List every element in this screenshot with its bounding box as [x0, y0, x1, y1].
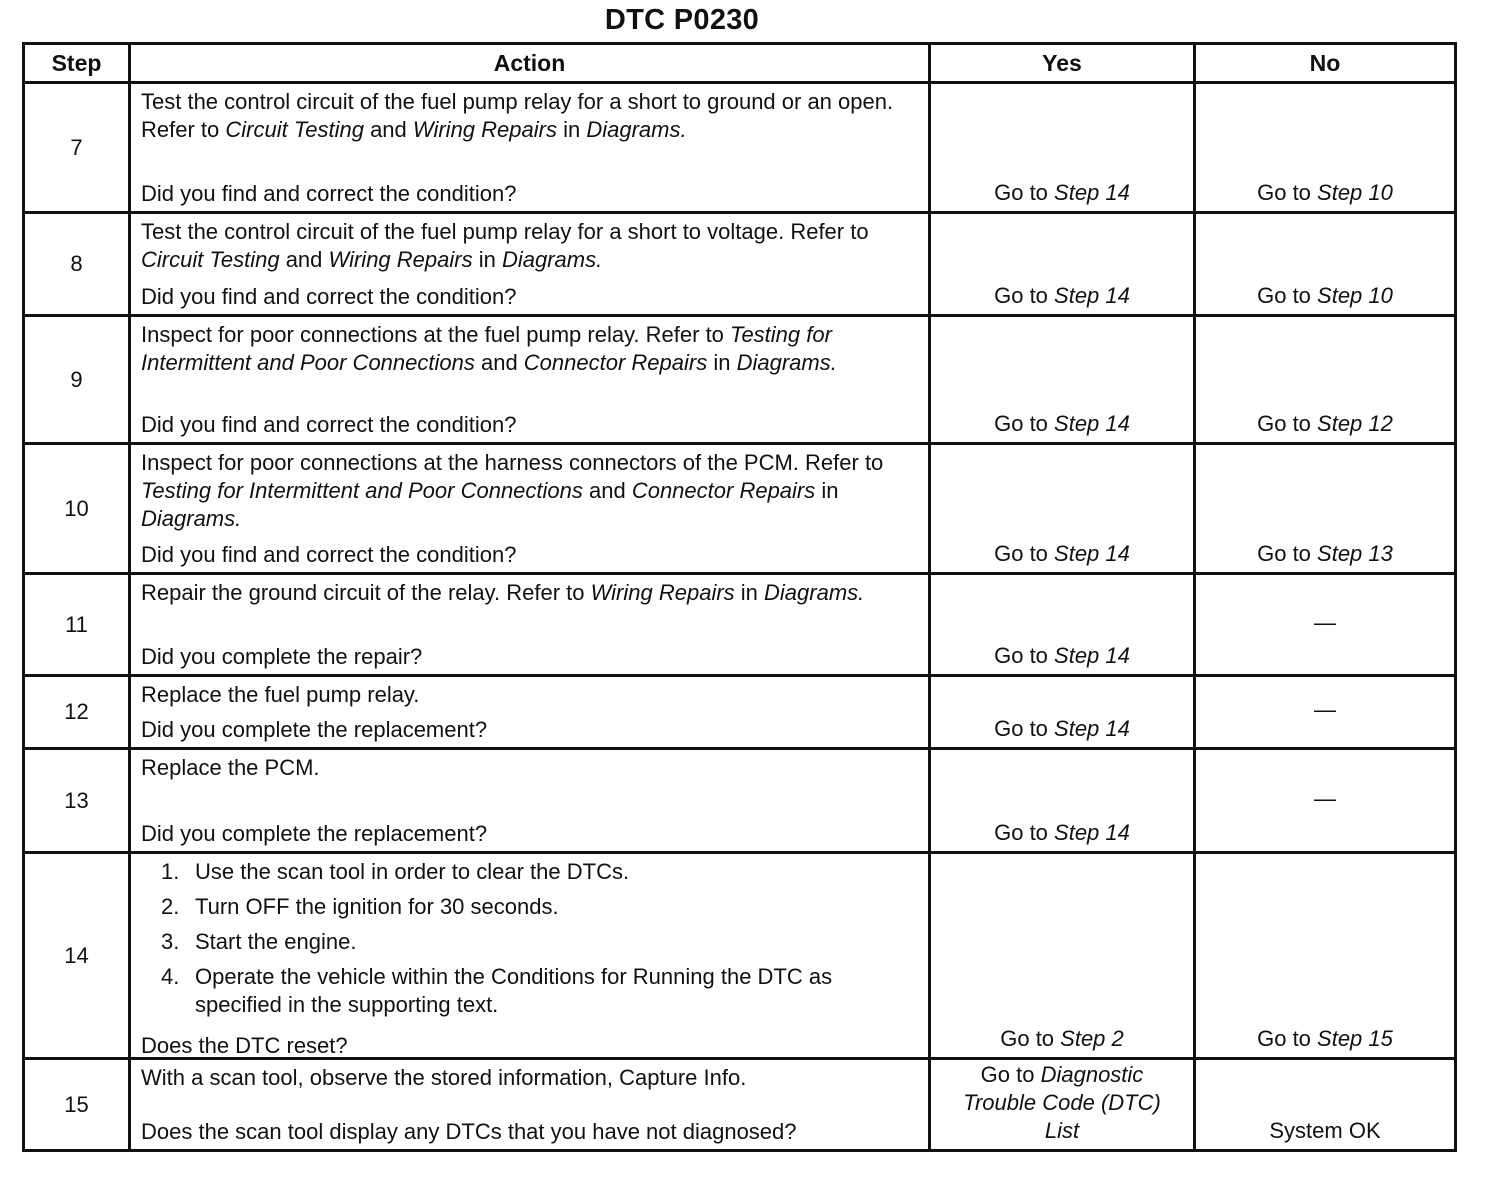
step-number: 8 — [24, 213, 130, 316]
header-action: Action — [130, 44, 930, 83]
action-question: Did you find and correct the condition? — [141, 181, 517, 206]
action-text — [141, 218, 918, 274]
text-run: Go to — [1257, 180, 1318, 205]
action-question: Did you complete the replacement? — [141, 821, 488, 846]
substep-item — [161, 858, 918, 886]
table-body — [24, 83, 1456, 1151]
reference-text: Step 14 — [1054, 180, 1130, 205]
substep-number: 1. — [161, 859, 180, 884]
no-result — [1195, 853, 1456, 1059]
text-run: — — [1314, 609, 1336, 635]
text-run: Go to — [994, 820, 1055, 845]
text-run: Go to — [994, 411, 1055, 436]
step-number: 10 — [24, 444, 130, 574]
yes-result — [930, 316, 1195, 444]
action-text — [141, 579, 918, 607]
yes-result — [930, 1059, 1195, 1151]
action-cell — [130, 853, 930, 1059]
step-number: 9 — [24, 316, 130, 444]
text-run: Repair the ground circuit of the relay. Refer to — [141, 580, 591, 605]
reference-text: Step 15 — [1317, 1026, 1393, 1051]
reference-text: Step 14 — [1054, 541, 1130, 566]
substep-number: 2. — [161, 894, 180, 919]
text-run: — — [1314, 697, 1336, 722]
table-row — [24, 749, 1456, 853]
action-cell — [130, 676, 930, 749]
action-question: Did you complete the replacement? — [141, 717, 488, 742]
substep-number: 3. — [161, 929, 180, 954]
no-result — [1195, 213, 1456, 316]
step-number: 12 — [24, 676, 130, 749]
step-number: 7 — [24, 83, 130, 213]
table-row — [24, 83, 1456, 213]
diagnostic-table — [22, 42, 1457, 1152]
text-run: and — [582, 478, 632, 503]
reference-text: Circuit Testing — [225, 117, 364, 142]
text-run: With a scan tool, observe the stored information, Capture Info. — [141, 1065, 747, 1090]
reference-text: Circuit Testing — [141, 247, 280, 272]
action-question: Did you find and correct the condition? — [141, 412, 517, 437]
no-result — [1195, 574, 1456, 676]
text-run: in — [707, 350, 737, 375]
text-run: Go to — [994, 541, 1055, 566]
text-run: Go to — [1257, 411, 1318, 436]
reference-text: Step 12 — [1317, 411, 1393, 436]
action-cell — [130, 574, 930, 676]
text-run: Go to — [994, 643, 1055, 668]
reference-text: Testing for Intermittent and Poor Connections — [141, 478, 583, 503]
text-run: Replace the PCM. — [141, 755, 320, 780]
step-number: 11 — [24, 574, 130, 676]
yes-result — [930, 444, 1195, 574]
reference-text: Step 10 — [1317, 180, 1393, 205]
text-run: and — [474, 350, 524, 375]
text-run: System OK — [1269, 1118, 1381, 1143]
no-result — [1195, 676, 1456, 749]
text-run: — — [1314, 785, 1336, 811]
reference-text: Diagnostic Trouble Code (DTC) List — [963, 1062, 1161, 1143]
text-run: in — [472, 247, 502, 272]
action-cell — [130, 444, 930, 574]
text-run: and — [279, 247, 329, 272]
reference-text: Step 10 — [1317, 283, 1393, 308]
reference-text: Diagrams. — [501, 247, 603, 272]
yes-result — [930, 853, 1195, 1059]
reference-text: Wiring Repairs — [412, 117, 557, 142]
header-step: Step — [24, 44, 130, 83]
table-header-row — [24, 44, 1456, 83]
text-run: Replace the fuel pump relay. — [141, 682, 420, 707]
reference-text: Wiring Repairs — [328, 247, 473, 272]
action-text — [141, 1064, 918, 1092]
action-cell — [130, 1059, 930, 1151]
substep-text: Turn OFF the ignition for 30 seconds. — [195, 894, 559, 919]
table-row — [24, 1059, 1456, 1151]
text-run: in — [556, 117, 587, 142]
reference-text: Step 14 — [1054, 716, 1130, 741]
action-cell — [130, 749, 930, 853]
no-result — [1195, 444, 1456, 574]
text-run: in — [734, 580, 765, 605]
step-number: 15 — [24, 1059, 130, 1151]
action-text — [141, 681, 918, 709]
reference-text: Diagrams. — [736, 350, 837, 375]
reference-text: Wiring Repairs — [590, 580, 735, 605]
text-run: Go to — [1257, 283, 1318, 308]
step-number: 13 — [24, 749, 130, 853]
yes-result — [930, 676, 1195, 749]
text-run: Go to — [1000, 1026, 1061, 1051]
header-yes: Yes — [930, 44, 1195, 83]
reference-text: Step 14 — [1054, 411, 1130, 436]
text-run: Go to — [994, 283, 1055, 308]
substep-item — [161, 893, 918, 921]
action-text — [141, 449, 918, 533]
substep-item — [161, 963, 918, 1019]
yes-result — [930, 83, 1195, 213]
reference-text: Step 14 — [1054, 820, 1130, 845]
text-run: Test the control circuit of the fuel pump relay for a short to voltage. Refer to — [141, 219, 869, 244]
table-row — [24, 444, 1456, 574]
action-text — [141, 754, 918, 782]
text-run: Go to — [994, 716, 1055, 741]
substep-text: Operate the vehicle within the Conditions for Running the DTC as specified in the supporting text. — [195, 964, 833, 1017]
text-run: Inspect for poor connections at the fuel pump relay. Refer to — [141, 322, 731, 347]
reference-text: Step 14 — [1054, 643, 1130, 668]
action-question: Does the DTC reset? — [141, 1033, 348, 1058]
no-result — [1195, 749, 1456, 853]
action-question: Did you find and correct the condition? — [141, 542, 517, 567]
reference-text: Diagrams. — [586, 117, 687, 142]
table-row — [24, 213, 1456, 316]
yes-result — [930, 749, 1195, 853]
reference-text: Step 13 — [1317, 541, 1393, 566]
action-cell — [130, 213, 930, 316]
yes-result — [930, 213, 1195, 316]
text-run: Go to — [1257, 541, 1318, 566]
text-run: Test the control circuit of the fuel pump relay for a short to ground or an open. Refer to — [141, 89, 894, 142]
yes-result — [930, 574, 1195, 676]
action-text — [141, 321, 918, 377]
reference-text: Diagrams. — [141, 506, 242, 531]
text-run: Go to — [1257, 1026, 1318, 1051]
substep-number: 4. — [161, 964, 180, 989]
substep-list — [141, 858, 918, 1019]
text-run: Go to — [994, 180, 1055, 205]
page-title: DTC P0230 — [604, 4, 760, 36]
text-run: and — [363, 117, 413, 142]
reference-text: Connector Repairs — [523, 350, 708, 375]
reference-text: Diagrams. — [764, 580, 865, 605]
text-run: Go to — [980, 1062, 1041, 1087]
reference-text: Step 14 — [1054, 283, 1130, 308]
action-cell — [130, 316, 930, 444]
action-question: Did you find and correct the condition? — [141, 284, 517, 309]
action-cell — [130, 83, 930, 213]
no-result — [1195, 316, 1456, 444]
step-number: 14 — [24, 853, 130, 1059]
reference-text: Connector Repairs — [631, 478, 816, 503]
action-text — [141, 88, 918, 144]
no-result — [1195, 1059, 1456, 1151]
table-row — [24, 316, 1456, 444]
action-question: Does the scan tool display any DTCs that you have not diagnosed? — [141, 1119, 797, 1144]
text-run: Inspect for poor connections at the harness connectors of the PCM. Refer to — [141, 450, 884, 475]
action-text — [141, 858, 918, 1026]
no-result — [1195, 83, 1456, 213]
action-question: Did you complete the repair? — [141, 644, 423, 669]
substep-text: Use the scan tool in order to clear the DTCs. — [195, 859, 630, 884]
table-row — [24, 853, 1456, 1059]
reference-text: Step 2 — [1060, 1026, 1124, 1051]
header-no: No — [1195, 44, 1456, 83]
table-row — [24, 574, 1456, 676]
text-run: in — [815, 478, 839, 503]
substep-item — [161, 928, 918, 956]
table-row — [24, 676, 1456, 749]
reference-text: Testing for Intermittent and Poor Connections — [141, 322, 832, 375]
substep-text: Start the engine. — [195, 929, 357, 954]
